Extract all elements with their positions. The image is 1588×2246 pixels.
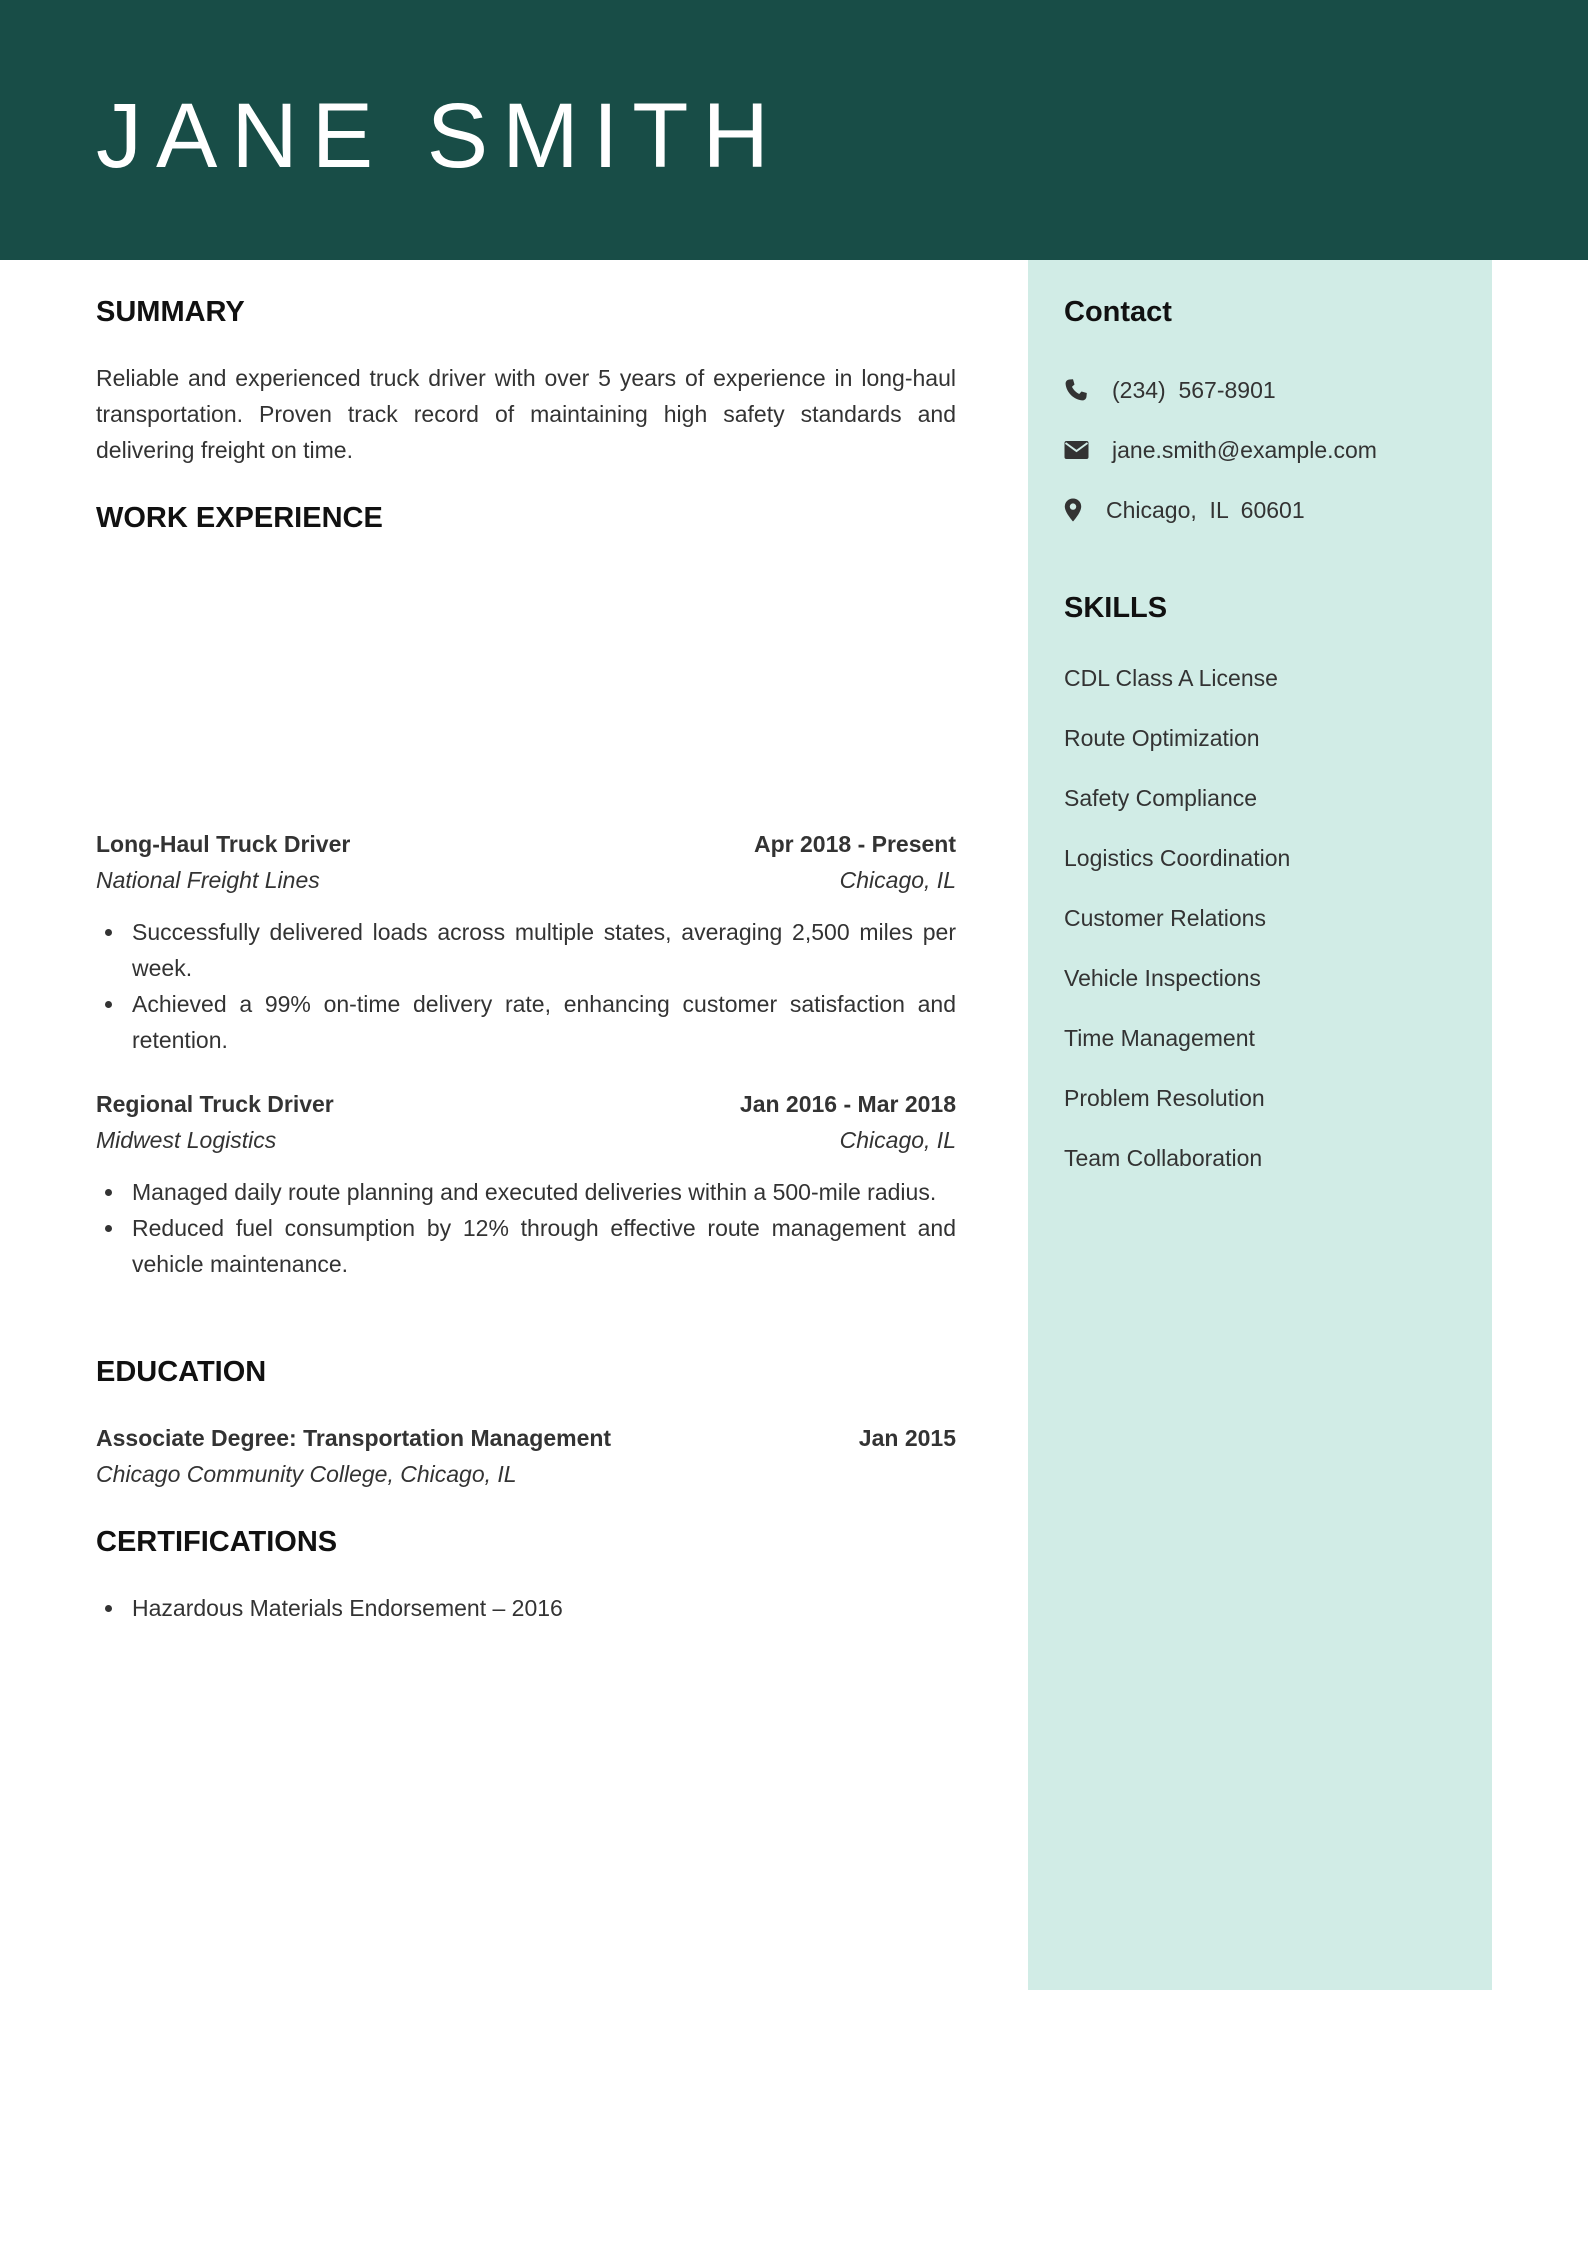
certifications-list: [96, 1590, 956, 1626]
job-title: Regional Truck Driver: [96, 1091, 334, 1117]
contact-email: [1064, 432, 1377, 468]
job-company-row: [96, 1122, 956, 1158]
degree-title: Associate Degree: Transportation Management: [96, 1425, 612, 1451]
job-location: Chicago, IL: [839, 867, 956, 893]
skill-item: Time Management: [1064, 1025, 1255, 1051]
candidate-name: JANE SMITH: [96, 85, 783, 187]
education-school-row: [96, 1456, 956, 1492]
job-location: Chicago, IL: [839, 1127, 956, 1153]
degree-date: Jan 2015: [858, 1425, 956, 1451]
summary-text: Reliable and experienced truck driver with over 5 years of experience in long-haul transportation. Proven track record of maintaining high safety standards and delivering freight on time.: [96, 365, 956, 463]
phone-icon: [1064, 378, 1112, 402]
bullet-dot: [105, 1001, 112, 1008]
job-title: Long-Haul Truck Driver: [96, 831, 351, 857]
bullet-item: [96, 1174, 956, 1210]
bullet-text: Managed daily route planning and executed deliveries within a 500-mile radius.: [132, 1179, 937, 1205]
job-dates: Jan 2016 - Mar 2018: [739, 1091, 956, 1117]
envelope-icon: [1064, 440, 1112, 460]
bullet-item: [96, 986, 956, 1058]
skills-heading: SKILLS: [1064, 592, 1168, 624]
job-header-row: [96, 1086, 956, 1122]
bullet-text: Successfully delivered loads across multiple states, averaging 2,500 miles per week.: [132, 919, 956, 981]
summary-heading: SUMMARY: [96, 296, 245, 328]
skill-item: CDL Class A License: [1064, 665, 1278, 691]
map-pin-icon: [1064, 498, 1106, 522]
job-dates: Apr 2018 - Present: [754, 831, 956, 857]
job-company: Midwest Logistics: [96, 1127, 277, 1153]
bullet-dot: [105, 929, 112, 936]
sidebar: [1028, 260, 1492, 1990]
skill-item: Customer Relations: [1064, 905, 1266, 931]
skill-item: Problem Resolution: [1064, 1085, 1265, 1111]
education-heading: EDUCATION: [96, 1356, 267, 1388]
skill-item: Safety Compliance: [1064, 785, 1258, 811]
work-experience-heading: WORK EXPERIENCE: [96, 502, 383, 534]
bullet-dot: [105, 1225, 112, 1232]
skill-item: Route Optimization: [1064, 725, 1260, 751]
skill-item: Team Collaboration: [1064, 1145, 1263, 1171]
contact-heading: Contact: [1064, 296, 1172, 328]
job-header-row: [96, 826, 956, 862]
certifications-heading: CERTIFICATIONS: [96, 1526, 338, 1558]
bullet-text: Reduced fuel consumption by 12% through effective route management and vehicle maintenance.: [132, 1215, 956, 1277]
skills-list: [1064, 660, 1290, 1200]
skill-item: Vehicle Inspections: [1064, 965, 1261, 991]
skill-item: Logistics Coordination: [1064, 845, 1291, 871]
job-company-row: [96, 862, 956, 898]
education-entry: [96, 1420, 956, 1492]
education-header-row: [96, 1420, 956, 1456]
job-entry: [96, 1086, 956, 1282]
contact-location-text: Chicago, IL 60601: [1106, 497, 1305, 523]
contact-phone-text: (234) 567-8901: [1112, 377, 1276, 403]
contact-phone: [1064, 372, 1276, 408]
school-name: Chicago Community College, Chicago, IL: [96, 1461, 517, 1487]
certification-text: Hazardous Materials Endorsement – 2016: [132, 1595, 563, 1621]
job-bullets: [96, 1174, 956, 1282]
contact-location: [1064, 492, 1305, 528]
job-bullets: [96, 914, 956, 1058]
bullet-item: [96, 914, 956, 986]
job-entry: [96, 826, 956, 1058]
bullet-text: Achieved a 99% on-time delivery rate, enhancing customer satisfaction and retention.: [132, 991, 956, 1053]
bullet-dot: [105, 1189, 112, 1196]
header-banner: [0, 0, 1588, 260]
bullet-item: [96, 1210, 956, 1282]
certification-item: [96, 1590, 956, 1626]
bullet-dot: [105, 1605, 112, 1612]
job-company: National Freight Lines: [96, 867, 320, 893]
contact-email-text: jane.smith@example.com: [1112, 437, 1377, 463]
